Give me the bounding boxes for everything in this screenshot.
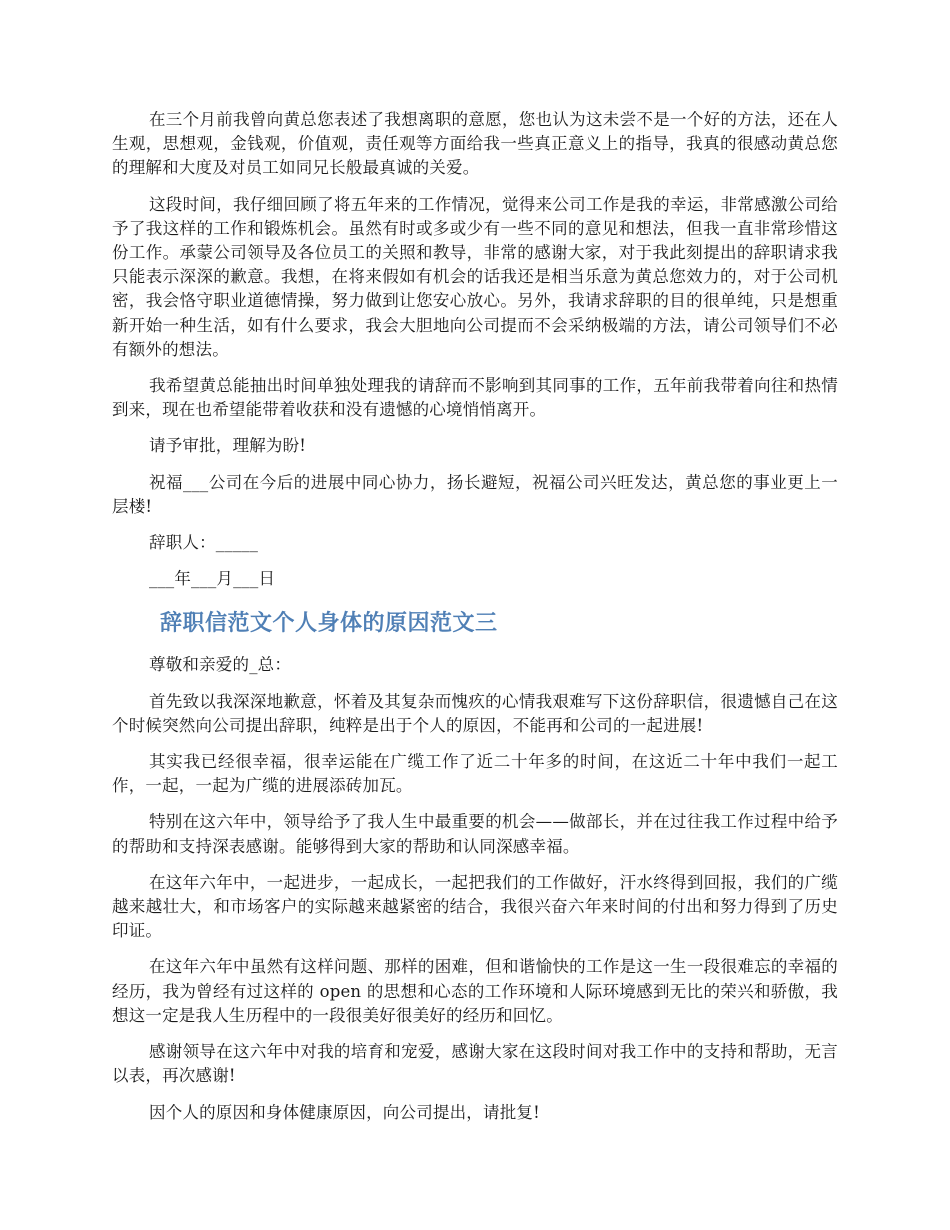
paragraph-memories: 在这年六年中虽然有这样问题、那样的困难，但和谐愉快的工作是这一生一段很难忘的幸福的经历，我为曾经有过这样的 open 的思想和心态的工作环境和人际环境感到无比的荣兴和骄傲，我想这一定是我人生历程中的一段很美好很美好的经历和回忆。: [112, 957, 838, 1025]
resigner-signature-line: 辞职人：_____: [149, 533, 259, 553]
salutation: 尊敬和亲爱的_总：: [149, 655, 292, 675]
document-page: [112, 108, 838, 1137]
paragraph-final-request: 因个人的原因和身体健康原因，向公司提出，请批复!: [149, 1102, 540, 1122]
paragraph-request-handling: 我希望黄总能抽出时间单独处理我的请辞而不影响到其同事的工作，五年前我带着向往和热情到来，现在也希望能带着收获和没有遗憾的心境悄悄离开。: [112, 376, 838, 420]
paragraph-thanks-leaders: 感谢领导在这六年中对我的培育和宠爱，感谢大家在这段时间对我工作中的支持和帮助，无言以表，再次感谢!: [112, 1042, 838, 1086]
date-line: ___年___月___日: [149, 569, 276, 589]
paragraph-approval-request: 请予审批，理解为盼!: [149, 436, 307, 456]
paragraph-apology: 首先致以我深深地歉意，怀着及其复杂而愧疚的心情我艰难写下这份辞职信，很遗憾自己在这个时候突然向公司提出辞职，纯粹是出于个人的原因，不能再和公司的一起进展!: [112, 691, 838, 735]
paragraph-gratitude-years: 其实我已经很幸福，很幸运能在广缆工作了近二十年多的时间，在这近二十年中我们一起工作，一起，一起为广缆的进展添砖加瓦。: [112, 752, 838, 796]
paragraph-blessing: 祝福___公司在今后的进展中同心协力，扬长避短，祝福公司兴旺发达，黄总您的事业更上一层楼!: [112, 472, 838, 516]
paragraph-promotion-thanks: 特别在这六年中，领导给予了我人生中最重要的机会——做部长，并在过往我工作过程中给予的帮助和支持深表感谢。能够得到大家的帮助和认同深感幸福。: [112, 812, 838, 856]
paragraph-review-work: 这段时间，我仔细回顾了将五年来的工作情况，觉得来公司工作是我的幸运，非常感激公司给予了我这样的工作和锻炼机会。虽然有时或多或少有一些不同的意见和想法，但我一直非常珍惜这份工作。承蒙公司领导及各位员工的关照和教导，非常的感谢大家，对于我此刻提出的辞职请求我只能表示深深的歉意。我想，在将来假如有机会的话我还是相当乐意为黄总您效力的，对于公司机密，我会恪守职业道德情操，努力做到让您安心放心。另外，我请求辞职的目的很单纯，只是想重新开始一种生活，如有什么要求，我会大胆地向公司提而不会采纳极端的方法，请公司领导们不必有额外的想法。: [112, 194, 838, 359]
paragraph-growth: 在这年六年中，一起进步，一起成长，一起把我们的工作做好，汗水终得到回报，我们的广缆越来越壮大，和市场客户的实际越来越紧密的结合，我很兴奋六年来时间的付出和努力得到了历史印证。: [112, 872, 838, 941]
paragraph-previous-intent: 在三个月前我曾向黄总您表述了我想离职的意愿，您也认为这未尝不是一个好的方法，还在人生观，思想观，金钱观，价值观，责任观等方面给我一些真正意义上的指导，我真的很感动黄总您的理解和大度及对员工如同兄长般最真诚的关爱。: [112, 110, 838, 178]
section-heading: 辞职信范文个人身体的原因范文三: [160, 611, 498, 637]
